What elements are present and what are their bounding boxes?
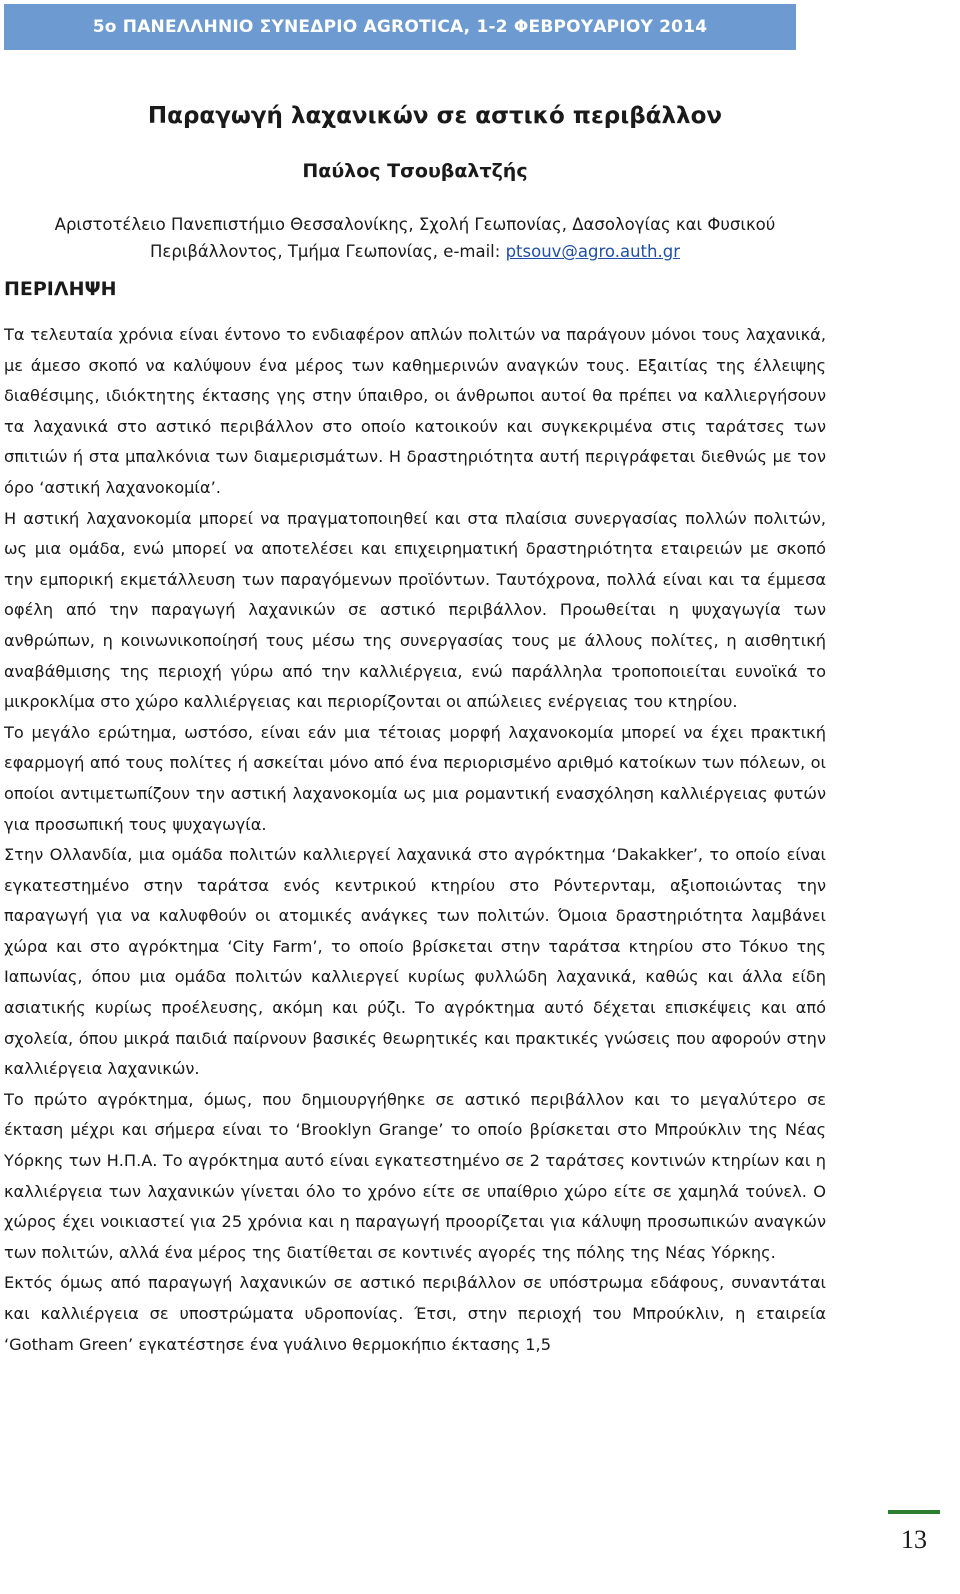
affiliation-line-2-text: Περιβάλλοντος, Τμήμα Γεωπονίας, e-mail: <box>150 242 506 261</box>
page-number: 13 <box>901 1525 927 1554</box>
affiliation <box>0 211 830 265</box>
paper-title: Παραγωγή λαχανικών σε αστικό περιβάλλον <box>147 103 723 129</box>
affiliation-line-1: Αριστοτέλειο Πανεπιστήμιο Θεσσαλονίκης, Σχολή Γεωπονίας, Δασολογίας και Φυσικού <box>54 215 776 234</box>
author-name: Παύλος Τσουβαλτζής <box>302 160 528 182</box>
email-link[interactable]: ptsouv@agro.auth.gr <box>505 242 680 261</box>
affiliation-line-2 <box>0 238 830 265</box>
page-number-box <box>888 1510 940 1566</box>
conference-header-text: 5o ΠΑΝΕΛΛΗΝΙΟ ΣΥΝΕΔΡΙΟ AGROTICA, 1-2 ΦΕΒΡΟΥΑΡΙΟΥ 2014 <box>92 17 708 37</box>
abstract-paragraph-6: Εκτός όμως από παραγωγή λαχανικών σε αστικό περιβάλλον σε υπόστρωμα εδάφους, συναντάται και καλλιέργεια σε υποστρώματα υδροπονίας. Έτσι, στην περιοχή του Μπρούκλιν, η εταιρεία ‘Gotham Green’ εγκατέστησε ένα γυάλινο θερμοκήπιο έκτασης 1,5 <box>4 1273 826 1354</box>
abstract-paragraph-5: Το πρώτο αγρόκτημα, όμως, που δημιουργήθηκε σε αστικό περιβάλλον και το μεγαλύτερο σε έκταση μέχρι και σήμερα είναι το ‘Brooklyn Grange’ το οποίο βρίσκεται στο Μπρούκλιν της Νέας Υόρκης των Η.Π.Α. Το αγρόκτημα αυτό είναι εγκατεστημένο σε 2 ταράτσες κοντινών κτηρίων και η καλλιέργεια των λαχανικών γίνεται όλο το χρόνο είτε σε υπαίθριο χώρο είτε σε χαμηλά τούνελ. Ο χώρος έχει νοικιαστεί για 25 χρόνια και η παραγωγή προορίζεται για κάλυψη προσωπικών αναγκών των πολιτών, αλλά ένα μέρος της διατίθεται σε κοντινές αγορές της πόλης της Νέας Υόρκης. <box>4 1089 826 1262</box>
abstract-paragraph-2: Η αστική λαχανοκομία μπορεί να πραγματοποιηθεί και στα πλαίσια συνεργασίας πολλών πολιτών, ως μια ομάδα, ενώ μπορεί να αποτελέσει και επιχειρηματική δραστηριότητα εταιρειών με σκοπό την εμπορική εκμετάλλευση των παραγόμενων προϊόντων. Ταυτόχρονα, πολλά είναι και τα έμμεσα οφέλη από την παραγωγή λαχανικών σε αστικό περιβάλλον. Προωθείται η ψυχαγωγία των ανθρώπων, η κοινωνικοποίησή τους μέσω της συνεργασίας τους με άλλους πολίτες, η αισθητική αναβάθμισης της περιοχή γύρω από την καλλιέργεια, ενώ παράλληλα τροποποιείται ευνοϊκά το μικροκλίμα στο χώρο καλλιέργειας και περιορίζονται οι απώλειες ενέργειας του κτηρίου. <box>4 508 826 712</box>
abstract-body <box>4 320 826 1360</box>
abstract-paragraph-3: Το μεγάλο ερώτημα, ωστόσο, είναι εάν μια τέτοιας μορφή λαχανοκομία μπορεί να έχει πρακτική εφαρμογή από τους πολίτες ή ασκείται μόνο από ένα περιορισμένο αριθμό κατοίκων των πόλεων, οι οποίοι αντιμετωπίζουν την αστική λαχανοκομία ως μια ρομαντική ενασχόληση καλλιέργειας φυτών για προσωπική τους ψυχαγωγία. <box>4 722 826 834</box>
abstract-paragraph-1: Τα τελευταία χρόνια είναι έντονο το ενδιαφέρον απλών πολιτών να παράγουν μόνοι τους λαχανικά, με άμεσο σκοπό να καλύψουν ένα μέρος των καθημερινών αναγκών τους. Εξαιτίας της έλλειψης διαθέσιμης, ιδιόκτητης έκτασης γης στην ύπαιθρο, οι άνθρωποι αυτοί θα πρέπει να καλλιεργήσουν τα λαχανικά στο αστικό περιβάλλον στο οποίο κατοικούν και συγκεκριμένα στις ταράτσες των σπιτιών ή στα μπαλκόνια των διαμερισμάτων. Η δραστηριότητα αυτή περιγράφεται διεθνώς με τον όρο ‘αστική λαχανοκομία’. <box>4 325 826 497</box>
conference-header-bar <box>4 4 796 50</box>
abstract-paragraph-4: Στην Ολλανδία, μια ομάδα πολιτών καλλιεργεί λαχανικά στο αγρόκτημα ‘Dakakker’, το οποίο είναι εγκατεστημένο στην ταράτσα ενός κεντρικού κτηρίου στο Ρόντερνταμ, αξιοποιώντας την παραγωγή για να καλυφθούν οι ατομικές ανάγκες των πολιτών. Όμοια δραστηριότητα λαμβάνει χώρα και στο αγρόκτημα ‘City Farm’, το οποίο βρίσκεται στην ταράτσα κτηρίου στο Τόκυο της Ιαπωνίας, όπου μια ομάδα πολιτών καλλιεργεί κυρίως φυλλώδη λαχανικά, καθώς και άλλα είδη ασιατικής κυρίως προέλευσης, ακόμη και ρύζι. Το αγρόκτημα αυτό δέχεται επισκέψεις και από σχολεία, όπου μικρά παιδιά παίρνουν βασικές θεωρητικές και πρακτικές γνώσεις που αφορούν στην καλλιέργεια λαχανικών. <box>4 845 826 1079</box>
abstract-heading: ΠΕΡΙΛΗΨΗ <box>4 278 117 300</box>
